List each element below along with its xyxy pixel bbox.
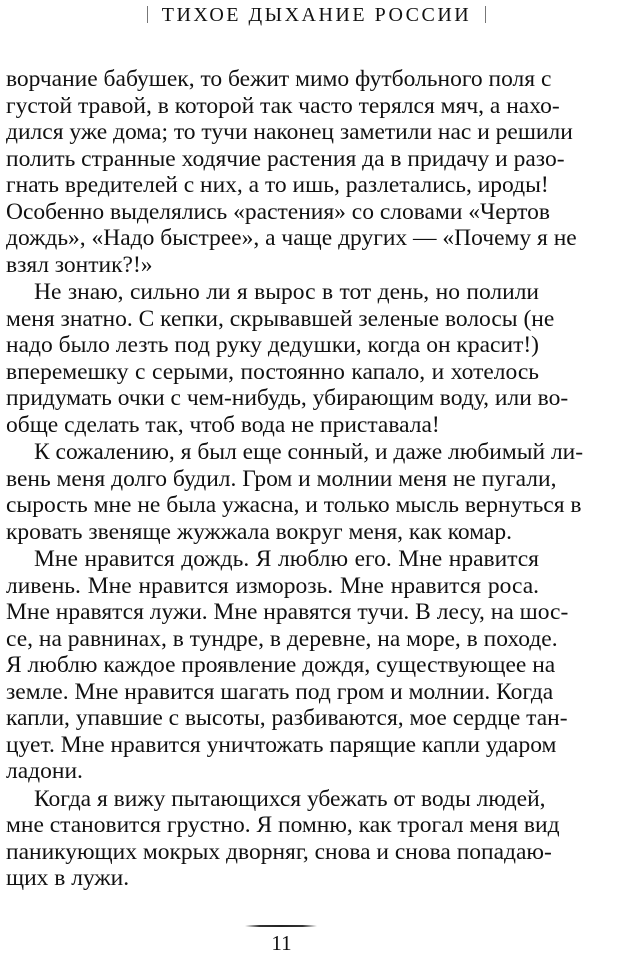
text-line: обще сделать так, чтоб вода не приставала!	[6, 411, 440, 438]
text-line: вперемешку с серыми, постоянно капало, и хотелось	[6, 358, 539, 385]
paragraph	[6, 279, 569, 438]
running-header	[0, 4, 633, 26]
text-line: гнать вредителей с них, а то ишь, разлетались, ироды!	[6, 172, 549, 198]
text-line: ворчание бабушек, то бежит мимо футбольного поля с	[6, 66, 552, 92]
text-line: густой травой, в которой так часто терялся мяч, а нахо-	[6, 92, 560, 119]
text-line: надо было лезть под руку дедушки, когда он красит!)	[6, 332, 539, 358]
text-line: кровать звеняще жужжала вокруг меня, как комар.	[6, 518, 512, 545]
text-line: дился уже дома; то тучи наконец заметили нас и решили	[6, 119, 573, 145]
text-line: Мне нравятся лужи. Мне нравятся тучи. В лесу, на шос-	[6, 599, 569, 625]
text-line: капли, упавшие с высоты, разбиваются, мое сердце тан-	[6, 705, 568, 731]
header-divider-left	[147, 6, 148, 23]
text-line: щих в лужи.	[6, 865, 130, 891]
text-line: цует. Мне нравится уничтожать парящие капли ударом	[6, 731, 557, 758]
text-line: полить странные ходячие растения да в придачу и разо-	[6, 145, 565, 172]
text-line: Не знаю, сильно ли я вырос в тот день, но полили	[34, 279, 539, 305]
paragraph	[6, 439, 584, 545]
text-line: дождь», «Надо быстрее», а чаще других — «Почему я не	[6, 225, 577, 251]
text-line: Особенно выделялись «растения» со словами «Чертов	[6, 198, 550, 225]
paragraph	[6, 546, 569, 785]
text-line: Мне нравится дождь. Я люблю его. Мне нравится	[34, 546, 539, 572]
text-line: паникующих мокрых дворняг, снова и снова попадаю-	[6, 838, 552, 865]
page-number: 11	[271, 931, 292, 955]
text-line: ладони.	[6, 758, 83, 784]
text-line: вень меня долго будил. Гром и молнии меня не пугали,	[6, 465, 557, 492]
text-line: се, на равнинах, в тундре, в деревне, на море, в походе.	[6, 625, 558, 652]
footer-rule	[245, 925, 317, 927]
paragraph	[6, 785, 560, 892]
paragraph	[6, 66, 577, 278]
text-line: меня знатно. С кепки, скрывавшей зеленые волосы (не	[6, 305, 555, 332]
header-divider-right	[485, 6, 486, 23]
body-text	[6, 66, 584, 893]
text-line: земле. Мне нравится шагать под гром и молнии. Когда	[6, 678, 554, 705]
text-line: ливень. Мне нравится изморозь. Мне нравится роса.	[6, 572, 539, 599]
text-line: сырость мне не была ужасна, и только мысль вернуться в	[6, 492, 582, 518]
text-line: придумать очки с чем-нибудь, убирающим воду, или во-	[6, 385, 569, 411]
text-line: К сожалению, я был еще сонный, и даже любимый ли-	[34, 439, 584, 465]
text-line: Когда я вижу пытающихся убежать от воды людей,	[34, 785, 546, 812]
text-line: взял зонтик?!»	[6, 251, 153, 278]
running-title: ТИХОЕ ДЫХАНИЕ РОССИИ	[161, 4, 472, 26]
text-line: мне становится грустно. Я помню, как трогал меня вид	[6, 812, 560, 838]
text-line: Я люблю каждое проявление дождя, существующее на	[6, 652, 556, 678]
